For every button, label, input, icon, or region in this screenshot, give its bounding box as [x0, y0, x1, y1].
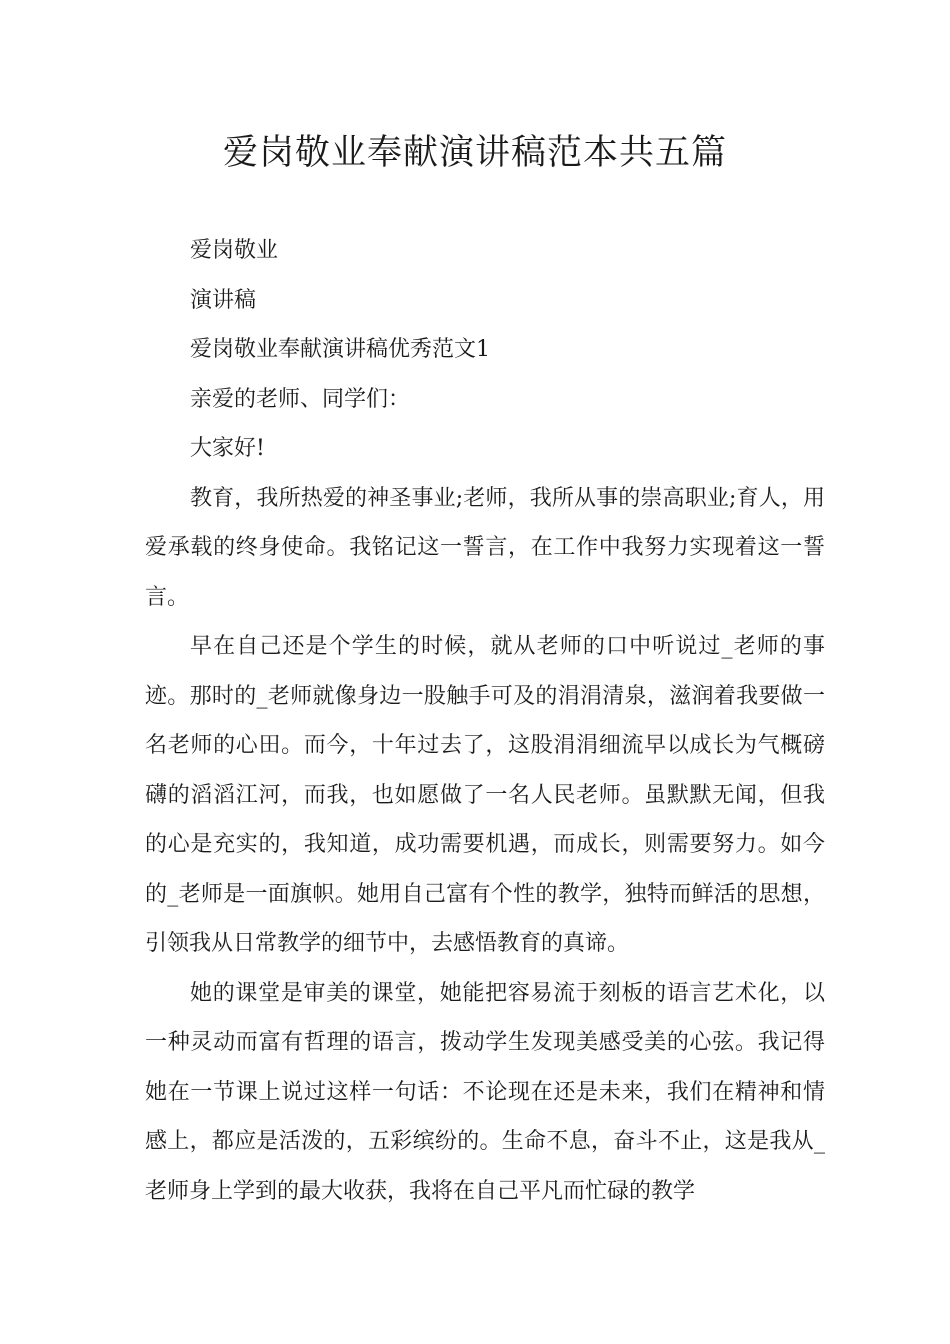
paragraph-2: 演讲稿	[190, 287, 257, 313]
paragraph-3: 爱岗敬业奉献演讲稿优秀范文1	[190, 337, 490, 362]
document-body	[145, 226, 825, 1216]
paragraph-8: 她的课堂是审美的课堂，她能把容易流于刻板的语言艺术化，以一种灵动而富有哲理的语言，拨动学生发现美感受美的心弦。我记得她在一节课上说过这样一句话：不论现在还是未来，我们在精神和情感上，都应是活泼的，五彩缤纷的。生命不息，奋斗不止，这是我从_老师身上学到的最大收获，我将在自己平凡而忙碌的教学	[145, 980, 825, 1204]
paragraph-5: 大家好!	[190, 436, 265, 461]
paragraph-4: 亲爱的老师、同学们：	[190, 386, 411, 412]
paragraph-1: 爱岗敬业	[190, 238, 279, 263]
paragraph-6: 教育，我所热爱的神圣事业;老师，我所从事的崇高职业;育人，用爱承载的终身使命。我铭记这一誓言，在工作中我努力实现着这一誓言。	[145, 485, 825, 610]
document-title: 爱岗敬业奉献演讲稿范本共五篇	[222, 133, 727, 173]
paragraph-7: 早在自己还是个学生的时候，就从老师的口中听说过_老师的事迹。那时的_老师就像身边一股触手可及的涓涓清泉，滋润着我要做一名老师的心田。而今，十年过去了，这股涓涓细流早以成长为气概磅礴的滔滔江河，而我，也如愿做了一名人民老师。虽默默无闻，但我的心是充实的，我知道，成功需要机遇，而成长，则需要努力。如今的_老师是一面旗帜。她用自己富有个性的教学，独特而鲜活的思想，引领我从日常教学的细节中，去感悟教育的真谛。	[145, 634, 825, 956]
